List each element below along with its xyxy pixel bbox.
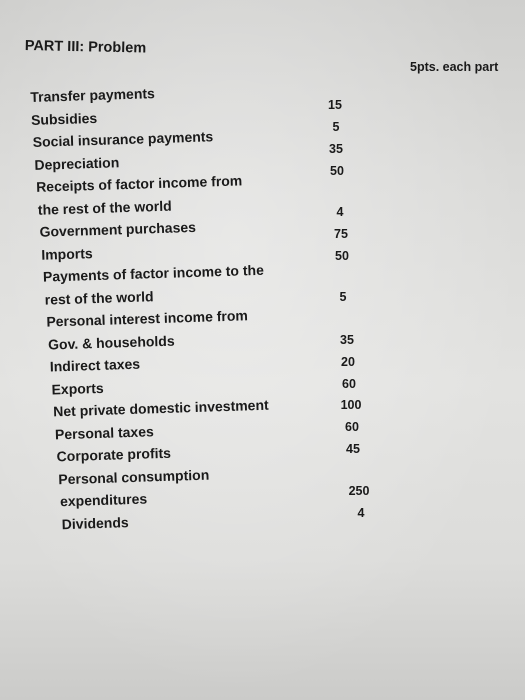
- item-label: Social insurance payments: [32, 128, 214, 150]
- item-label: Exports: [51, 379, 104, 397]
- item-label: Personal taxes: [54, 422, 154, 442]
- item-label: Subsidies: [30, 109, 98, 128]
- item-label: Gov. & households: [47, 332, 175, 353]
- item-value: 50: [330, 164, 344, 178]
- item-label: Transfer payments: [30, 85, 156, 105]
- item-labels-column: [30, 79, 273, 536]
- item-value: 5: [332, 120, 340, 134]
- item-value: 35: [340, 333, 354, 347]
- item-label: Government purchases: [39, 218, 197, 240]
- item-value: 4: [336, 205, 344, 219]
- item-label: Corporate profits: [56, 444, 172, 465]
- item-label: Receipts of factor income from: [35, 172, 243, 195]
- points-note: 5pts. each part: [410, 60, 499, 74]
- item-label: Dividends: [61, 513, 129, 532]
- item-value: 75: [334, 227, 348, 241]
- item-label: the rest of the world: [37, 197, 172, 218]
- item-value: 4: [357, 506, 365, 520]
- item-label: Personal interest income from: [46, 307, 249, 330]
- item-label: Imports: [41, 244, 93, 263]
- item-value: 5: [339, 290, 347, 304]
- item-label: expenditures: [59, 490, 148, 510]
- item-label: Payments of factor income to the: [42, 261, 265, 285]
- item-label: Net private domestic investment: [52, 396, 269, 420]
- item-label: Personal consumption: [58, 466, 210, 487]
- item-label: Depreciation: [34, 153, 120, 173]
- item-value: 60: [345, 420, 359, 434]
- item-label: rest of the world: [44, 287, 154, 308]
- item-value: 100: [340, 398, 362, 412]
- item-value: 60: [342, 377, 356, 391]
- item-value: 50: [335, 249, 349, 263]
- item-value: 15: [328, 98, 342, 112]
- item-value: 250: [348, 484, 370, 498]
- page-title: PART III: Problem: [24, 38, 147, 57]
- item-value: 45: [346, 442, 360, 456]
- item-label: Indirect taxes: [49, 355, 141, 375]
- item-value: 20: [341, 355, 355, 369]
- item-value: 35: [329, 142, 343, 156]
